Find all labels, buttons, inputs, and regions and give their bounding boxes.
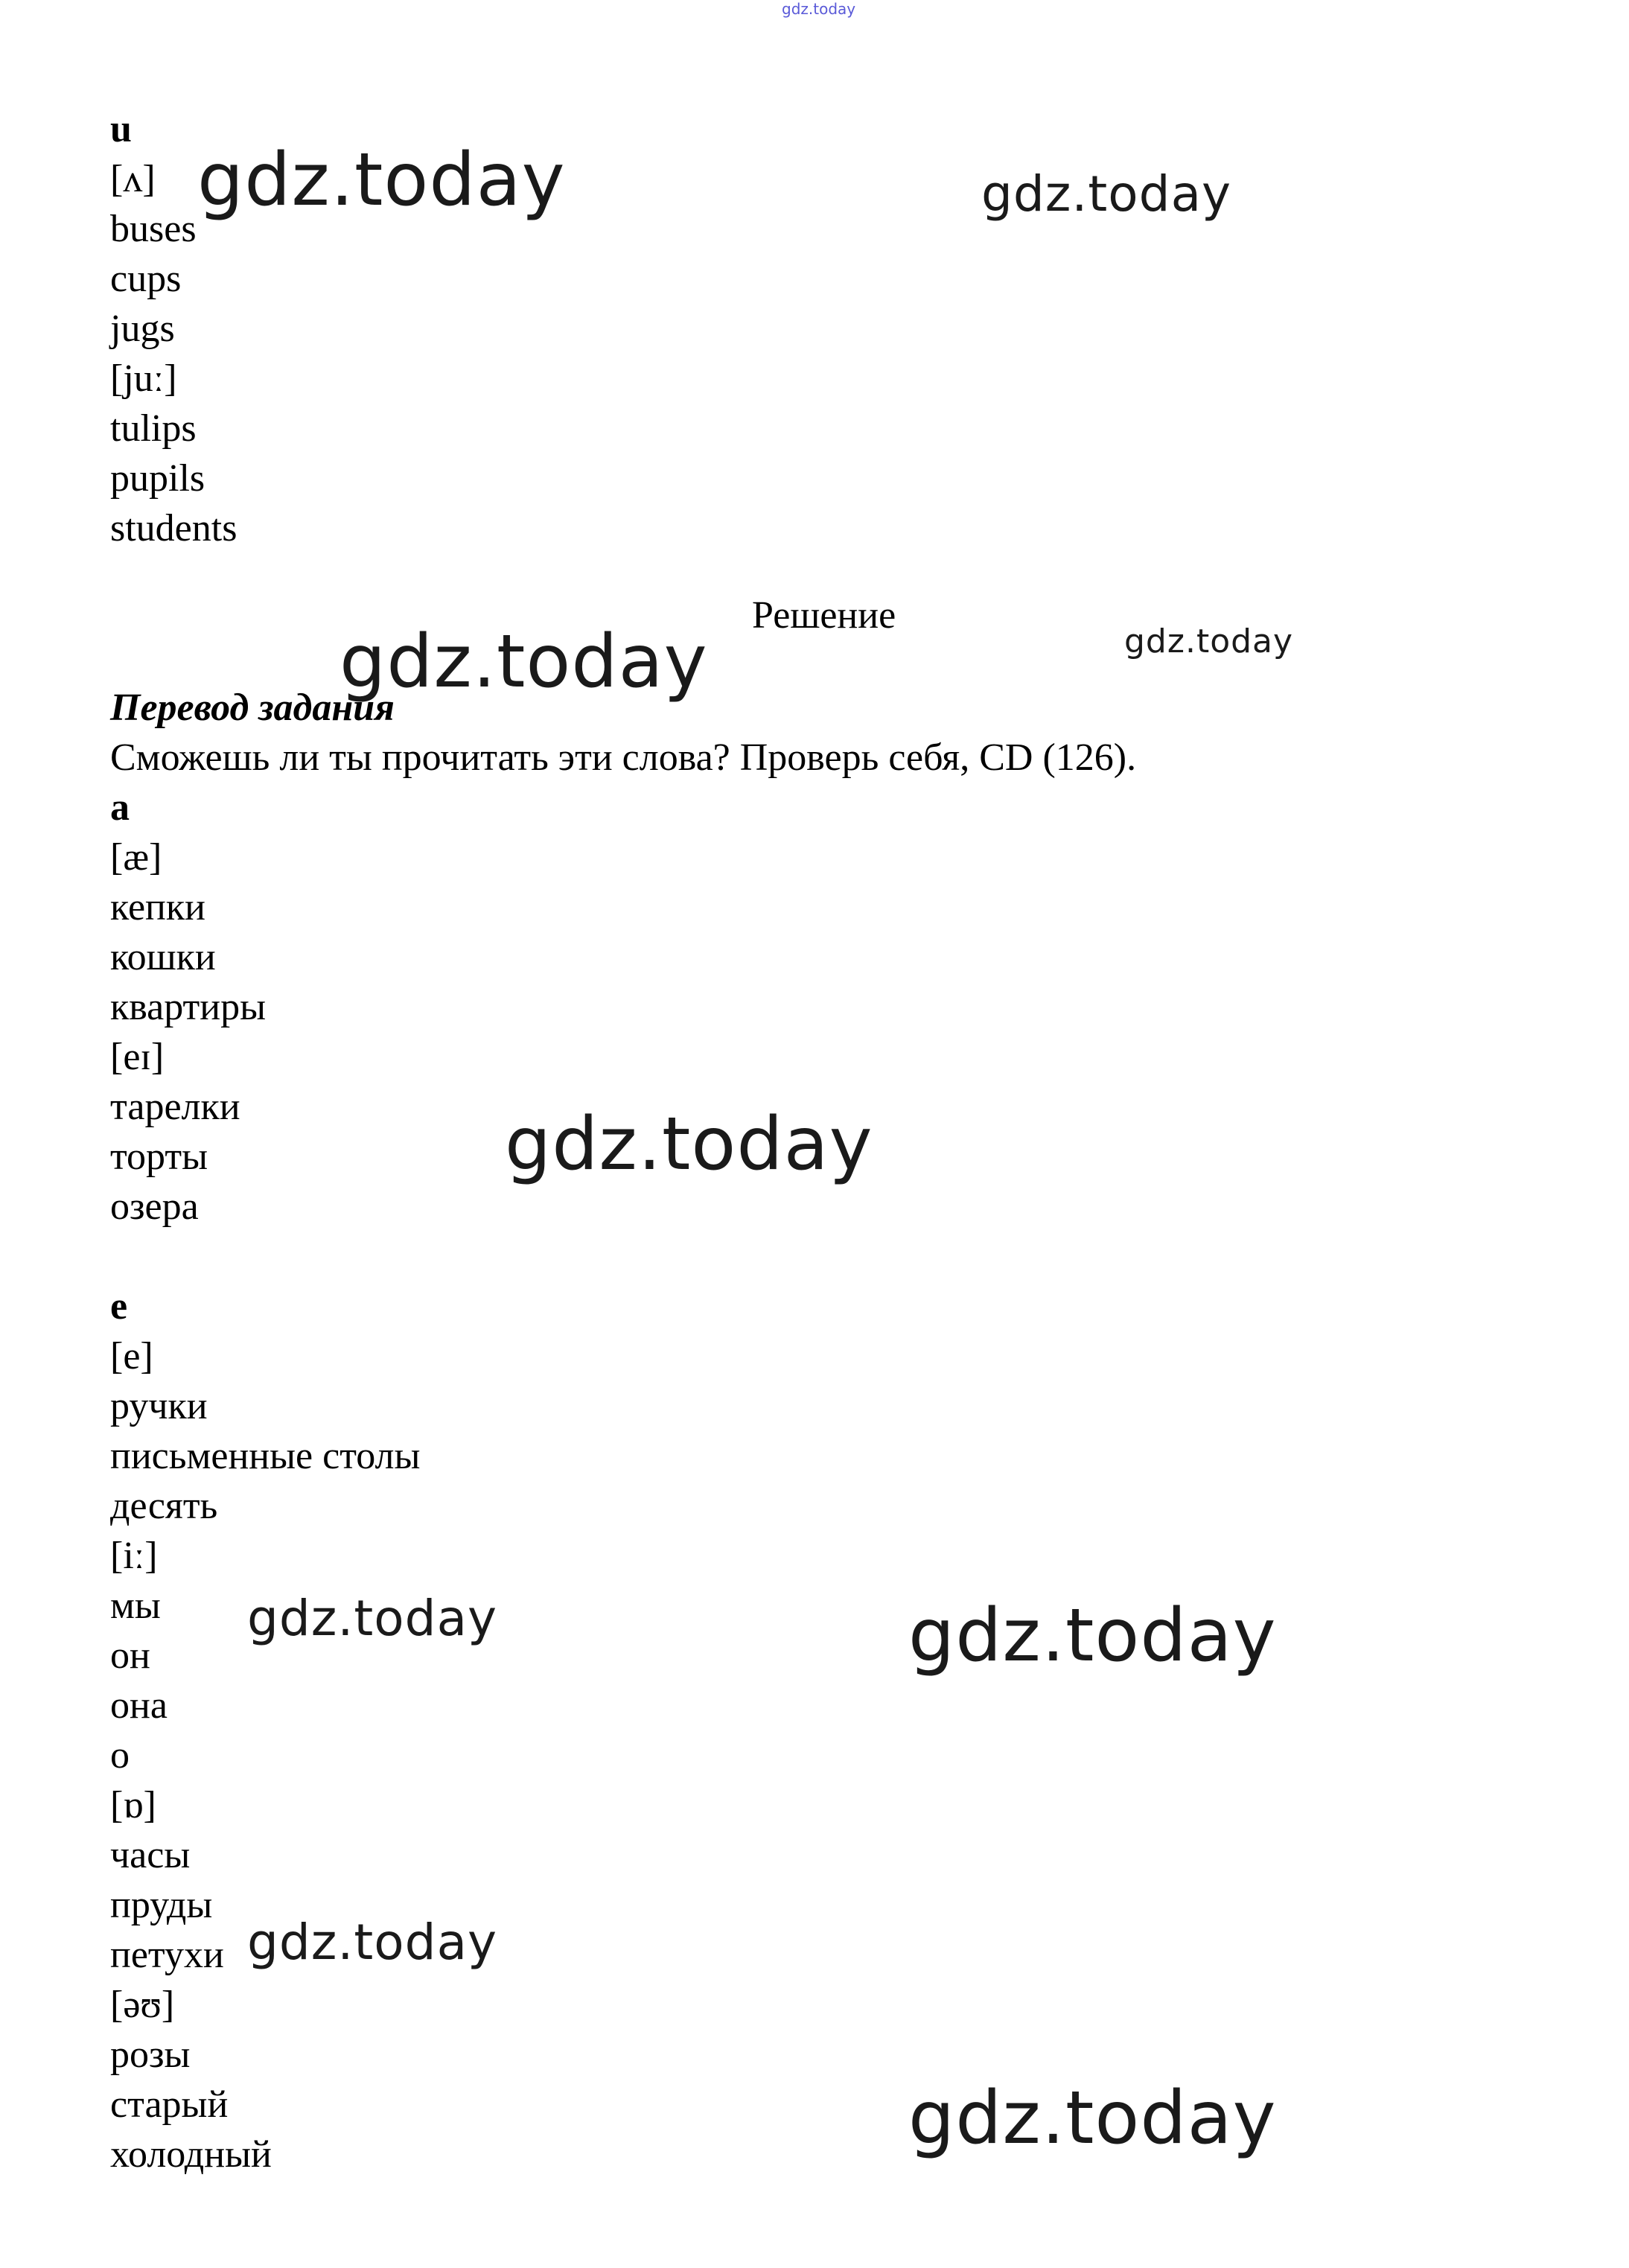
translation-instruction: Сможешь ли ты прочитать эти слова? Проверь себя, CD (126).	[110, 736, 1137, 779]
sound-u-1: [ʌ]	[110, 158, 156, 200]
word-a-3: квартиры	[110, 986, 267, 1028]
word-o-2: пруды	[110, 1884, 213, 1926]
word-o-5: старый	[110, 2083, 229, 2126]
watermark: gdz.today	[339, 619, 708, 704]
sound-e-1: [e]	[110, 1335, 153, 1377]
word-a-6: озера	[110, 1185, 199, 1228]
word-a-5: торты	[110, 1135, 208, 1178]
word-e-6: она	[110, 1684, 168, 1727]
letter-e: e	[110, 1285, 128, 1328]
watermark: gdz.today	[1124, 622, 1294, 660]
word-u-3: jugs	[110, 308, 175, 350]
letter-a: a	[110, 786, 130, 829]
word-a-1: кепки	[110, 886, 205, 928]
watermark: gdz.today	[247, 1914, 498, 1971]
word-o-6: холодный	[110, 2133, 272, 2176]
word-a-4: тарелки	[110, 1086, 240, 1128]
word-o-1: часы	[110, 1834, 191, 1876]
sound-e-2: [iː]	[110, 1535, 158, 1577]
watermark: gdz.today	[908, 2076, 1277, 2161]
word-a-2: кошки	[110, 936, 216, 978]
word-o-3: петухи	[110, 1934, 224, 1976]
word-e-5: он	[110, 1634, 150, 1677]
word-e-2: письменные столы	[110, 1435, 421, 1477]
letter-u: u	[110, 108, 132, 150]
word-o-4: розы	[110, 2033, 191, 2076]
word-u-2: cups	[110, 258, 182, 300]
word-e-1: ручки	[110, 1385, 208, 1427]
sound-o-2: [əʊ]	[110, 1984, 175, 2026]
letter-o: o	[110, 1734, 130, 1777]
word-e-4: мы	[110, 1584, 161, 1627]
word-u-6: students	[110, 507, 238, 550]
word-u-1: buses	[110, 208, 197, 250]
watermark: gdz.today	[908, 1593, 1277, 1678]
sound-a-1: [æ]	[110, 836, 162, 879]
watermark: gdz.today	[197, 138, 566, 223]
word-u-5: pupils	[110, 457, 205, 500]
watermark: gdz.today	[981, 165, 1232, 223]
watermark: gdz.today	[247, 1590, 498, 1647]
sound-o-1: [ɒ]	[110, 1784, 156, 1826]
translation-heading: Перевод задания	[110, 687, 395, 729]
word-e-3: десять	[110, 1485, 218, 1527]
watermark: gdz.today	[505, 1102, 873, 1187]
sound-a-2: [eɪ]	[110, 1036, 165, 1078]
solution-heading: Решение	[752, 594, 896, 637]
sound-u-2: [juː]	[110, 357, 177, 400]
word-u-4: tulips	[110, 407, 197, 450]
top-watermark: gdz.today	[782, 0, 856, 18]
